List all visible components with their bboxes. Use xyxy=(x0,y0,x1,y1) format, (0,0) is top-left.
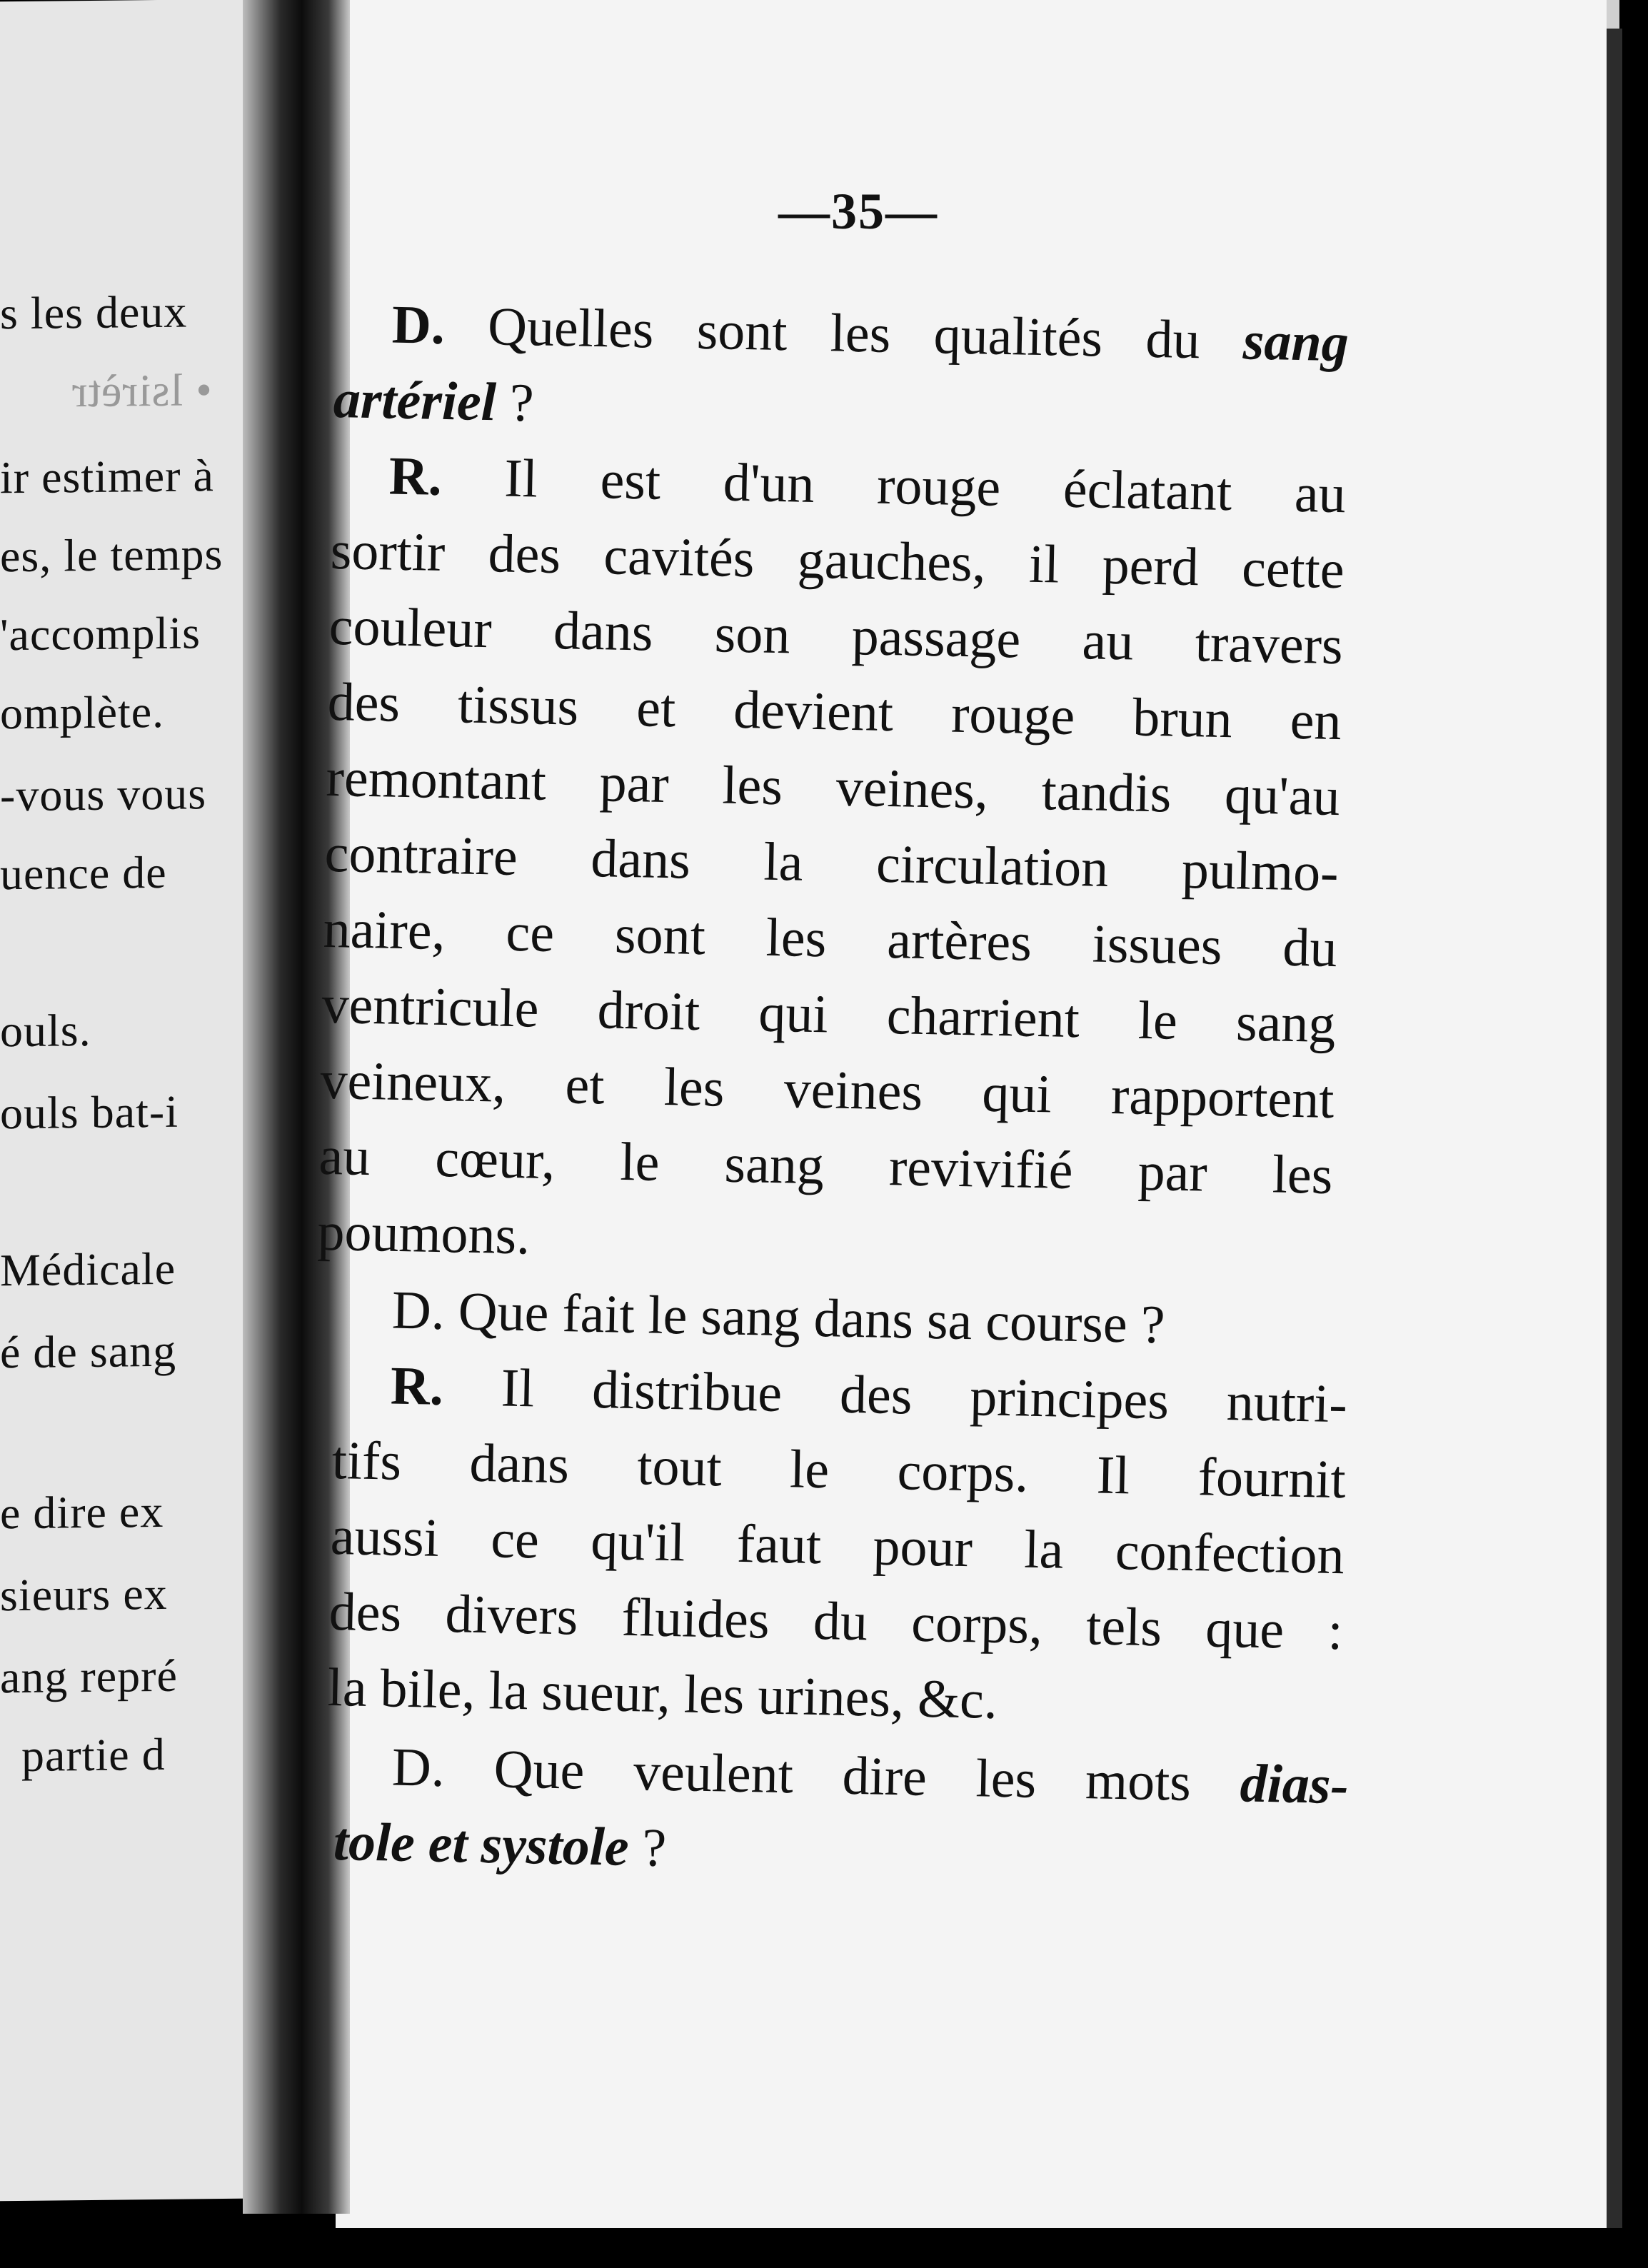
left-page-line: sieurs ex xyxy=(0,1567,168,1621)
left-page-line: ouls bat-i xyxy=(0,1085,179,1139)
answer-label: R. xyxy=(390,1355,444,1417)
answer-line: sortir des cavités gauches, il perd cette xyxy=(330,520,1345,601)
left-page-line: s les deux xyxy=(0,286,188,339)
answer-line: naire, ce sont les artères issues du xyxy=(322,898,1338,979)
question-end: ? xyxy=(496,372,535,433)
page-edge xyxy=(1607,29,1622,2228)
qa-block-3 xyxy=(333,1728,1350,1899)
question-text: D. Que veulent dire les mots xyxy=(391,1737,1192,1813)
answer-line: au cœur, le sang revivifié par les xyxy=(318,1125,1334,1206)
answer-text: Il distribue des principes nutri- xyxy=(500,1358,1348,1435)
answer-line: contraire dans la circulation pulmo- xyxy=(323,823,1340,903)
emphasis: sang xyxy=(1242,311,1350,373)
answer-line: couleur dans son passage au travers xyxy=(328,596,1344,676)
left-page-bleedthrough: • lsirètr xyxy=(71,364,212,417)
answer-text: Il est d'un rouge éclatant au xyxy=(503,448,1347,525)
answer-line: tifs dans tout le corps. Il fournit xyxy=(331,1430,1347,1510)
left-page-line: partie d xyxy=(21,1728,166,1781)
left-page-line: -vous vous xyxy=(0,768,207,821)
left-page-line: ouls. xyxy=(0,1004,91,1057)
left-page-line: omplète. xyxy=(0,686,165,739)
left-page-line: e dire ex xyxy=(0,1485,164,1539)
left-page-line: es, le temps xyxy=(0,528,223,582)
question-line: D. Que fait le sang dans sa course ? xyxy=(391,1280,1166,1355)
question-label: D. xyxy=(391,294,446,356)
question-text: Quelles sont les qualités du xyxy=(487,296,1201,371)
answer-label: R. xyxy=(388,446,443,507)
answer-line: aussi ce qu'il faut pour la confection xyxy=(330,1505,1345,1586)
answer-line: poumons. xyxy=(316,1201,531,1266)
left-page-line: 'accomplis xyxy=(0,607,201,661)
left-page-line: uence de xyxy=(0,846,167,900)
qa-block-1 xyxy=(317,286,1350,1289)
qa-block-2 xyxy=(327,1271,1350,1745)
emphasis: artériel xyxy=(333,368,497,433)
answer-line: des tissus et devient rouge brun en xyxy=(327,671,1342,752)
left-page-line: ang repré xyxy=(0,1650,178,1703)
answer-line: ventricule droit qui charrient le sang xyxy=(321,974,1337,1055)
answer-line: veineux, et les veines qui rapportent xyxy=(319,1050,1335,1130)
emphasis: tole et systole xyxy=(333,1811,630,1877)
page-number: —35— xyxy=(778,183,938,240)
emphasis: dias- xyxy=(1239,1753,1350,1816)
left-page-line: Médicale xyxy=(0,1243,176,1296)
left-page-line: é de sang xyxy=(0,1325,177,1378)
answer-line: des divers fluides du corps, tels que : xyxy=(328,1581,1344,1662)
left-page-line: ir estimer à xyxy=(0,450,214,503)
answer-line: remontant par les veines, tandis qu'au xyxy=(325,747,1341,828)
question-end: ? xyxy=(628,1817,668,1878)
answer-line: la bile, la sueur, les urines, &c. xyxy=(327,1657,998,1730)
